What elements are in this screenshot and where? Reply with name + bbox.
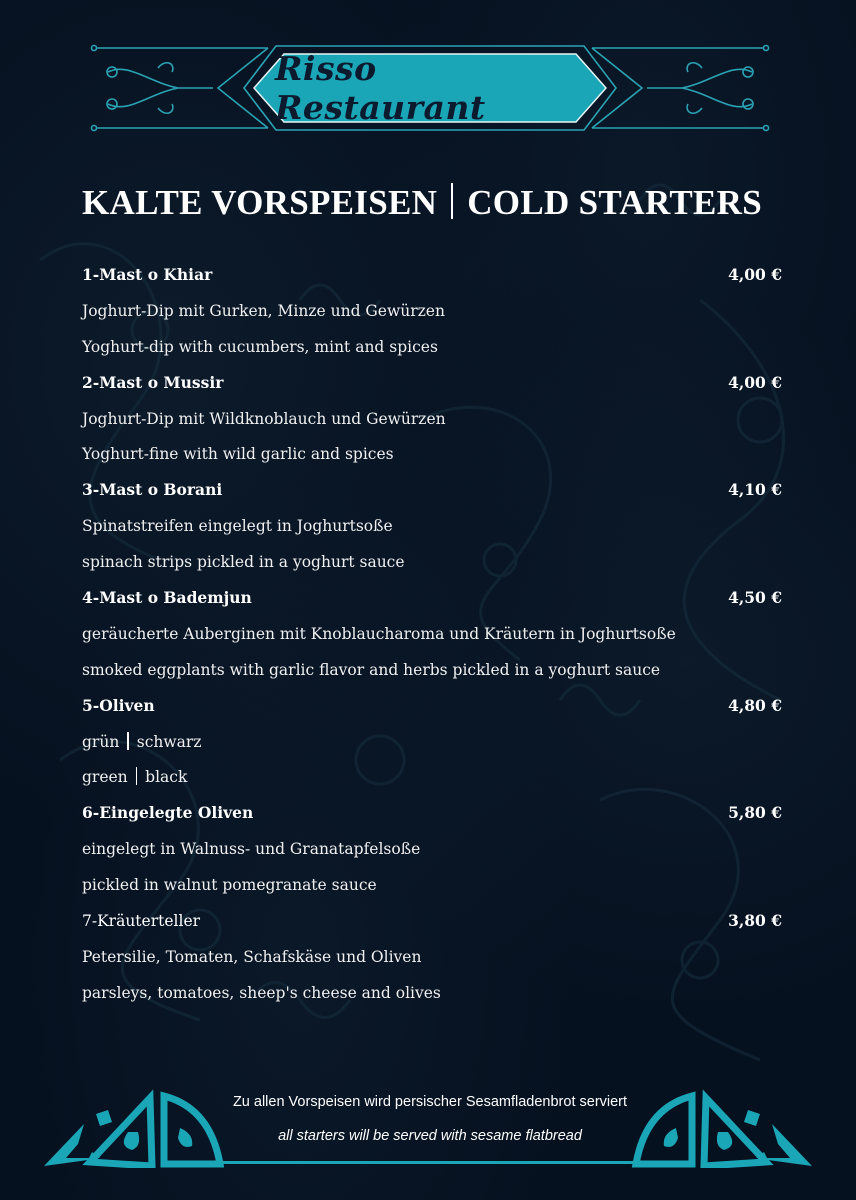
item-name: 6-Eingelegte Oliven [82, 803, 254, 823]
section-title [82, 183, 782, 223]
option-divider [136, 767, 138, 785]
menu-list [82, 262, 782, 1016]
item-price: 4,10 € [728, 480, 782, 500]
item-desc-en: pickled in walnut pomegranate sauce [82, 876, 377, 895]
item-price: 4,00 € [728, 372, 782, 392]
item-desc-de: Petersilie, Tomaten, Schafskäse und Oliven [82, 947, 422, 966]
item-desc-en: Yoghurt-fine with wild garlic and spices [82, 445, 394, 464]
option-black-de: schwarz [136, 732, 202, 751]
menu-item-name [82, 585, 782, 621]
title-divider [451, 183, 453, 219]
item-desc-de: Joghurt-Dip mit Gurken, Minze und Gewürzen [82, 301, 445, 320]
item-name: 5-Oliven [82, 695, 155, 715]
item-desc-en [82, 764, 782, 800]
section-title-en: COLD STARTERS [467, 183, 762, 222]
item-desc-de: geräucherte Auberginen mit Knoblaucharoma und Kräutern in Joghurtsoße [82, 624, 676, 643]
item-name: 4-Mast o Bademjun [82, 588, 252, 608]
item-price: 4,50 € [728, 588, 782, 608]
menu-item-name [82, 370, 782, 406]
menu-item-name [82, 693, 782, 729]
item-name: 7-Kräuterteller [82, 912, 201, 931]
item-desc-de: Spinatstreifen eingelegt in Joghurtsoße [82, 517, 393, 536]
item-price: 4,00 € [728, 265, 782, 284]
option-black-en: black [145, 768, 188, 787]
item-price: 5,80 € [728, 803, 782, 823]
menu-item-name [82, 800, 782, 836]
item-desc-en: spinach strips pickled in a yoghurt sauce [82, 553, 405, 572]
item-desc-de: Joghurt-Dip mit Wildknoblauch und Gewürzen [82, 409, 446, 428]
item-desc-de [82, 729, 782, 765]
option-green-en: green [82, 768, 128, 787]
menu-item-name [82, 262, 782, 298]
footer-note-de: Zu allen Vorspeisen wird persischer Sesamfladenbrot serviert [232, 1094, 628, 1110]
item-price: 3,80 € [728, 911, 782, 931]
item-price: 4,80 € [728, 695, 782, 715]
item-name: 1-Mast o Khiar [82, 265, 213, 284]
menu-item-name [82, 477, 782, 513]
item-desc-en: smoked eggplants with garlic flavor and herbs pickled in a yoghurt sauce [82, 660, 661, 679]
item-desc-en: parsleys, tomatoes, sheep's cheese and olives [82, 983, 441, 1002]
option-divider [127, 732, 129, 750]
section-title-de: KALTE VORSPEISEN [82, 183, 438, 222]
footer-note-en: all starters will be served with sesame flatbread [278, 1128, 582, 1144]
item-desc-en: Yoghurt-dip with cucumbers, mint and spices [82, 337, 438, 356]
option-green-de: grün [82, 732, 120, 751]
item-name: 2-Mast o Mussir [82, 372, 224, 392]
restaurant-logo: Risso Restaurant [275, 49, 486, 127]
item-desc-de: eingelegt in Walnuss- und Granatapfelsoße [82, 840, 421, 859]
menu-item-name [82, 908, 782, 944]
item-name: 3-Mast o Borani [82, 480, 223, 500]
